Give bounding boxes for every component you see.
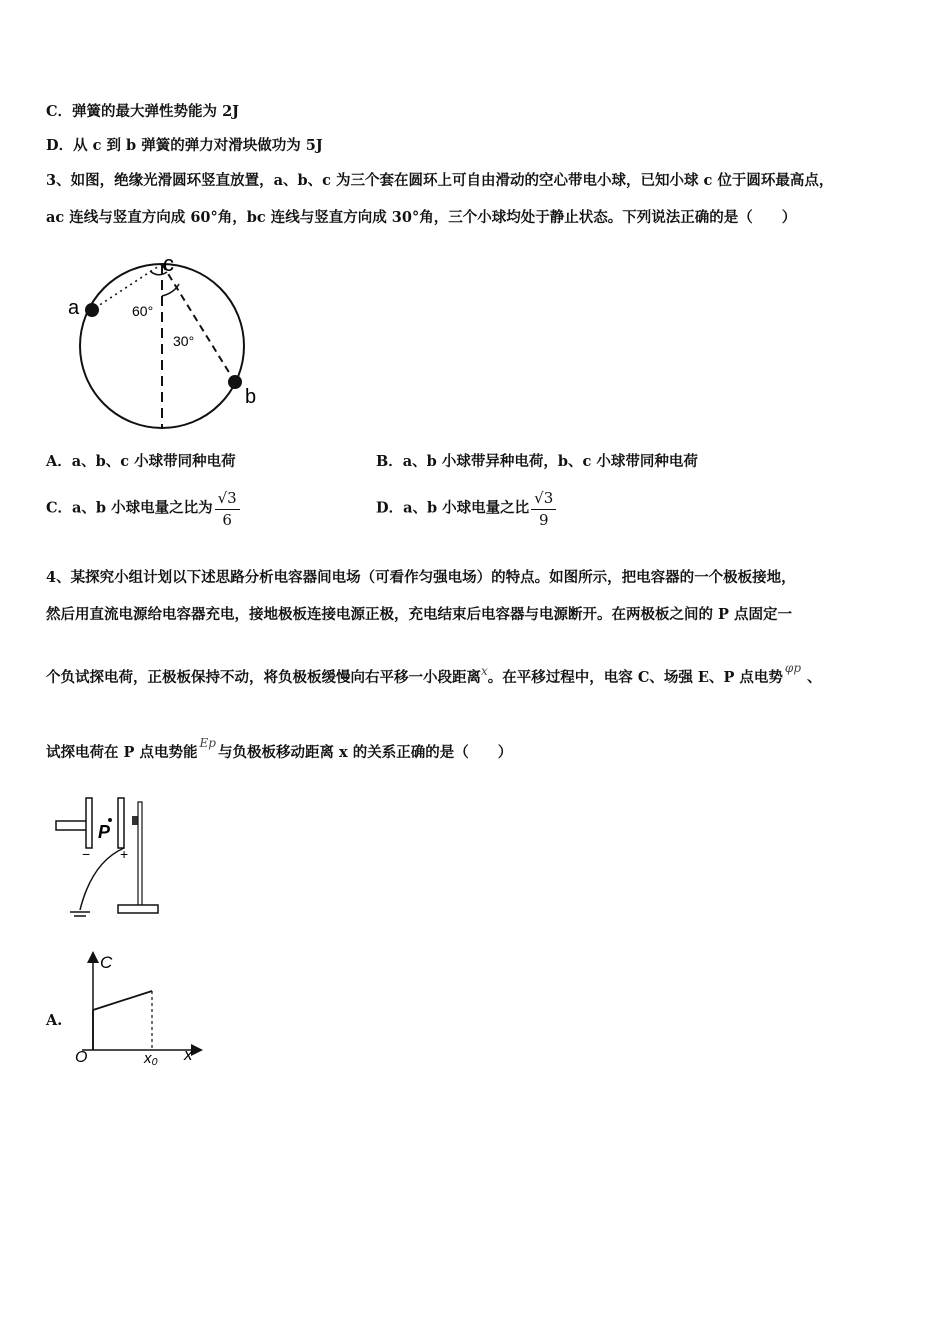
c-curve — [93, 991, 152, 1010]
question-3-line-2: ac 连线与竖直方向成 60°角，bc 连线与竖直方向成 30°角，三个小球均处于静止状态。下列说法正确的是（ ） — [46, 209, 797, 226]
fraction-d-numerator: √3 — [531, 487, 556, 510]
option-d-previous: D．从 c 到 b 弹簧的弹力对滑块做功为 5J — [46, 137, 323, 154]
question-3-line-1: 3、如图，绝缘光滑圆环竖直放置，a、b、c 为三个套在圆环上可自由滑动的空心带电小球，已知小球 c 位于圆环最高点， — [46, 172, 834, 189]
question-4-line-4a: 试探电荷在 P 点电势能 — [46, 744, 198, 761]
question-4-line-4 — [46, 736, 513, 763]
origin-label: O — [75, 1049, 88, 1066]
q3-option-b: B．a、b 小球带异种电荷，b、c 小球带同种电荷 — [376, 453, 698, 470]
fraction-c-numerator: √3 — [215, 487, 240, 510]
question-4-line-2: 然后用直流电源给电容器充电，接地极板连接电源正极，充电结束后电容器与电源断开。在两极板之间的 P 点固定一 — [46, 606, 792, 623]
stand-base — [118, 905, 158, 913]
q3-option-c-text: C．a、b 小球电量之比为 — [46, 499, 213, 517]
y-axis-label: C — [100, 953, 113, 972]
q3-option-d-text: D．a、b 小球电量之比 — [376, 499, 530, 517]
ball-a — [85, 303, 99, 317]
label-plus: + — [120, 846, 129, 862]
q3-option-a: A．a、b、c 小球带同种电荷 — [46, 453, 236, 470]
negative-plate — [86, 798, 92, 848]
angle-60-label: 60° — [132, 303, 154, 319]
label-c: c — [163, 251, 174, 276]
left-plate-handle — [56, 821, 88, 830]
ball-b — [228, 375, 242, 389]
ring-figure — [60, 248, 270, 433]
q4-option-a-label: A. — [46, 1012, 63, 1029]
x-axis-label: x — [184, 1045, 193, 1064]
positive-plate — [118, 798, 124, 848]
symbol-phi-p: φp — [784, 661, 802, 675]
question-4-line-3 — [46, 661, 822, 688]
q3-option-c — [46, 487, 240, 530]
option-c-previous: C．弹簧的最大弹性势能为 2J — [46, 103, 240, 120]
symbol-ep: Ep — [199, 736, 216, 750]
label-p: P — [98, 822, 111, 842]
label-b: b — [245, 386, 257, 408]
stand-pole — [138, 802, 142, 906]
question-4-line-3b: 。在平移过程中，电容 C、场强 E、P 点电势 — [487, 669, 783, 686]
q3-option-d — [376, 487, 556, 530]
bc-dashed-line — [162, 264, 235, 382]
label-a: a — [68, 297, 80, 319]
fraction-c — [215, 487, 240, 530]
capacitor-figure — [52, 792, 167, 922]
x0-label: x₀ — [144, 1050, 158, 1067]
angle-30-label: 30° — [173, 333, 195, 349]
symbol-x: x — [481, 664, 488, 678]
question-4-line-4b: 与负极板移动距离 x 的关系正确的是（ ） — [217, 744, 513, 761]
label-minus: − — [82, 846, 91, 862]
fraction-d-denominator: 9 — [538, 511, 549, 529]
fraction-d — [531, 487, 556, 530]
fraction-c-denominator: 6 — [222, 511, 232, 529]
graph-a — [72, 948, 207, 1073]
question-4-line-3c: 、 — [807, 669, 822, 686]
question-4-line-3a: 个负试探电荷，正极板保持不动，将负极板缓慢向右平移一小段距离 — [46, 669, 481, 686]
question-4-line-1: 4、某探究小组计划以下述思路分析电容器间电场（可看作匀强电场）的特点。如图所示，把电容器的一个极板接地， — [46, 569, 796, 586]
